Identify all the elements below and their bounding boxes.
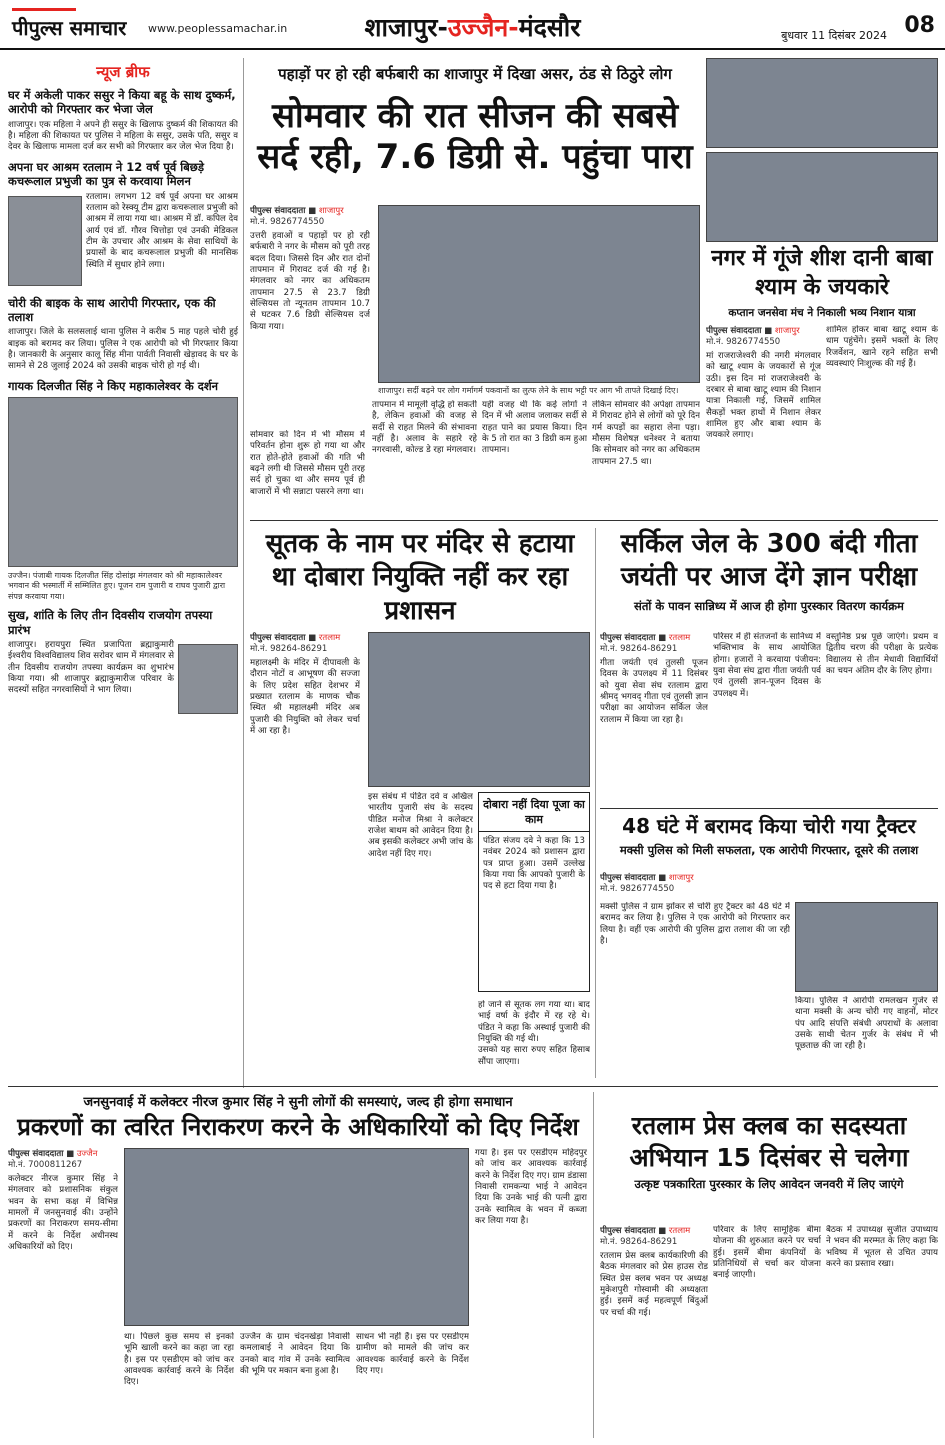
section-rule-3 [8, 1086, 938, 1087]
brief-2-photo [8, 196, 82, 286]
tractor-credit-name: पीपुल्स संवाददाता [600, 873, 656, 883]
masthead [0, 0, 945, 50]
jail-credit: पीपुल्स संवाददाता ■ रतलाम [600, 633, 691, 643]
press-credit-mobile: मो.नं. 98264-86291 [600, 1237, 678, 1247]
jail-credit-city: रतलाम [668, 633, 691, 643]
sutak-box [478, 792, 590, 992]
press-subhead: उत्कृष्ट पत्रकारिता पुरस्कार के लिए आवेदन जनवरी में लिए जाएंगे [634, 1177, 904, 1191]
press-body-a: रतलाम प्रेस क्लब कार्यकारिणी की बैठक मंगलवार को प्रेस हाउस रोड स्थित प्रेस क्लब भवन पर अध्यक्ष मुकेशपुरी गोस्वामी की अध्यक्षता हुई। इसमें कई महत्वपूर्ण बिंदुओं पर चर्चा की गई। [600, 1251, 708, 1318]
yatra-credit: पीपुल्स संवाददाता ■ शाजापुर [706, 326, 800, 336]
section-rule-2 [600, 808, 938, 809]
sutak-body-a: महालक्ष्मी के मंदिर में दीपावली के दौरान नोटों व आभूषण की सज्जा के लिए प्रदेश सहित देशभर में प्रख्यात रतलाम के माणक चौक स्थित श्री महालक्ष्मी मंदिर अब पुजारी की नियुक्ति को लेकर चर्चा में आ रहा है। [250, 658, 360, 737]
press-col-1 [600, 1225, 708, 1438]
jansunwai-body-e: साधन भी नहीं हैं। इस पर एसडीएम ग्रामीण को मामले की जांच कर आवश्यक कार्रवाई करने के निर्देश दिए गए। [356, 1332, 469, 1377]
jail-col-1 [600, 632, 708, 802]
lead-body-d: यही वजह थी कि कई लोगों ने दिन में भी अलाव जलाकर सर्दी से राहत पाने का प्रयास किया। दिन के 5 तो रात का 3 डिग्री कम हुआ तापमान। [482, 400, 587, 456]
brief-4-photo [8, 397, 238, 567]
tractor-header [600, 812, 938, 872]
yatra-credit-city: शाजापुर [774, 326, 800, 336]
yatra-col-1 [706, 325, 821, 515]
jansunwai-col-4 [356, 1332, 469, 1438]
jail-credit-mobile: मो.नं. 98264-86291 [600, 644, 678, 654]
tractor-credit-mobile: मो.नं. 9826774550 [600, 884, 675, 894]
yatra-headline: नगर में गूंजे शीश दानी बाबा श्याम के जयकारे [711, 246, 933, 300]
news-brief-column [8, 58, 238, 1088]
jansunwai-credit-city: उज्जैन [76, 1149, 98, 1159]
region-c: मंदसौर [518, 13, 581, 42]
column-rule-2 [595, 528, 596, 1078]
jail-col-3 [826, 632, 938, 802]
page-number: 08 [904, 13, 935, 38]
jail-body-c: वस्तुनिष्ठ प्रश्न पूछे जाएंगे। प्रथम व द्वितीय चरण की परीक्षा के प्रत्येक विद्यालय से तीन मेधावी विद्यार्थियों का चयन अंतिम दौर के लिए होगा। [826, 632, 938, 677]
brief-4-caption: उज्जैन। पंजाबी गायक दिलजीत सिंह दोसांझ मंगलवार को श्री महाकालेश्वर भगवान की भस्मार्ती में सम्मिलित हुए। पूजन राम पुजारी व राघव पुजारी द्वारा संपन्न करवाया गया। [8, 571, 226, 601]
yatra-subhead: कप्तान जनसेवा मंच ने निकाली भव्य निशान यात्रा [728, 307, 916, 319]
tractor-body-a: मक्सी पुलिस ने ग्राम झोंकर से चोरी हुए ट्रैक्टर को 48 घंटे में बरामद कर लिया है। पुलिस ने एक आरोपी को गिरफ्तार कर लिया है। वहीं एक आरोपी की पुलिस द्वारा तलाश की जा रही है। [600, 902, 790, 947]
lead-credit-name: पीपुल्स संवाददाता [250, 206, 306, 216]
press-credit: पीपुल्स संवाददाता ■ रतलाम [600, 1226, 691, 1236]
brief-3-body: शाजापुर। जिले के सलसलाई थाना पुलिस ने करीब 5 माह पहले चोरी हुई बाइक को बरामद कर लिया। पुलिस ने एक आरोपी को भी गिरफ्तार किया है। जानकारी के अनुसार कालू सिंह मीना पार्वती निवासी खेड़ावद के घर के सामने से 28 जुलाई 2024 को उसकी बाइक चोरी हो गई थी। [8, 327, 238, 372]
jansunwai-col-5 [475, 1148, 587, 1438]
brief-2-body: रतलाम। लगभग 12 वर्ष पूर्व अपना घर आश्रम रतलाम को रेस्क्यू टीम द्वारा कचरूलाल प्रभुजी को आश्रम में लाया गया था। आश्रम में डॉ. कपिल देव आर्य एवं डॉ. गौरव चित्तोड़ा एवं उनकी मेडिकल टीम के उपचार और आश्रम के सेवा साथियों के प्रयासों के बाद कचरूलाल प्रभुजी की मानसिक स्थिति में सुधार होने लगा। [86, 191, 238, 270]
jail-body-a: गीता जयंती एवं तुलसी पूजन दिवस के उपलक्ष्य में 11 दिसंबर को युवा सेवा संघ रतलाम द्वारा श्रीमद् भगवद् गीता एवं तुलसी ज्ञान परीक्षा का आयोजन सर्किल जेल रतलाम में किया जा रहा है। [600, 658, 708, 725]
sutak-box-body: पंडित संजय दवे ने कहा कि 13 नवंबर 2024 को प्रशासन द्वारा पत्र प्राप्त हुआ। उसमें उल्लेख किया गया कि आपको पुजारी के पद से हटा दिया गया है। [483, 836, 585, 892]
jansunwai-col-3 [240, 1332, 350, 1438]
sutak-credit: पीपुल्स संवाददाता ■ रतलाम [250, 633, 341, 643]
sutak-headline: सूतक के नाम पर मंदिर से हटाया था दोबारा नियुक्ति नहीं कर रहा प्रशासन [265, 529, 575, 626]
brief-5-body: शाजापुर। हरायपुरा स्थित प्रजापिता ब्रह्माकुमारी ईश्वरीय विश्वविद्यालय शिव सरोवर धाम में मंगलवार से तीन दिवसीय राजयोग तपस्या कार्यक्रम का शुभारंभ किया गया। श्री शाजापुर ब्रह्माकुमारीज परिवार के सदस्यों सहित नगरवासियों ने भाग लिया। [8, 639, 174, 696]
jansunwai-credit: पीपुल्स संवाददाता ■ उज्जैन [8, 1149, 98, 1159]
brief-1-headline: घर में अकेली पाकर ससुर ने किया बहू के साथ दुष्कर्म, आरोपी को गिरफ्तार कर भेजा जेल [8, 88, 236, 117]
press-col-2 [713, 1225, 821, 1438]
sutak-header [250, 528, 590, 628]
press-col-3 [826, 1225, 938, 1438]
lead-headline: सोमवार की रात सीजन की सबसे सर्द रही, 7.6 डिग्री से. पहुंचा पारा [257, 96, 693, 178]
lead-credit-mobile: मो.नं. 9826774550 [250, 217, 325, 227]
jail-headline: सर्किल जेल के 300 बंदी गीता जयंती पर आज देंगे ज्ञान परीक्षा [620, 529, 918, 593]
jansunwai-photo [124, 1148, 469, 1326]
brief-5-headline: सुख, शांति के लिए तीन दिवसीय राजयोग तपस्या प्रारंभ [8, 608, 213, 637]
jansunwai-kicker: जनसुनवाई में कलेक्टर नीरज कुमार सिंह ने सुनी लोगों की समस्याएं, जल्द ही होगा समाधान [83, 1095, 513, 1110]
jansunwai-col-1 [8, 1148, 118, 1438]
jail-credit-name: पीपुल्स संवाददाता [600, 633, 656, 643]
dateline: बुधवार 11 दिसंबर 2024 [781, 29, 887, 42]
lead-body-a: उत्तरी हवाओं व पहाड़ों पर हो रही बर्फबारी ने नगर के मौसम को पूरी तरह बदल दिया। जिससे दिन और रात दोनों तापमान में गिरावट दर्ज की गई है। मंगलवार को नगर का अधिकतम तापमान 27.5 से 23.7 डिग्री सेल्सियस तो न्यूनतम तापमान 10.7 से घटकर 7.6 डिग्री सेल्सियस दर्ज किया गया। [250, 231, 370, 332]
sutak-credit-mobile: मो.नं. 98264-86291 [250, 644, 328, 654]
press-body-c: बैठक में उपाध्यक्ष सुजीत उपाध्याय ने भवन की मरम्मत के लिए कहा कि भविष्य में भूतल से उचित उपाय करने का प्रस्ताव रखा। [826, 1225, 938, 1270]
sutak-body-c: हो जाने से सूतक लग गया था। बाद भाई वर्षा के इंदौर में रह रहे थे। पंडित ने कहा कि अस्थाई पुजारी की नियुक्ति की गई थी। [478, 1000, 590, 1045]
lead-credit-city: शाजापुर [318, 206, 344, 216]
jansunwai-credit-name: पीपुल्स संवाददाता [8, 1149, 64, 1159]
sutak-col-1 [250, 632, 360, 1072]
lead-kicker: पहाड़ों पर हो रही बर्फबारी का शाजापुर में दिखा असर, ठंड से ठिठुरे लोग [278, 65, 672, 83]
jansunwai-col-2 [124, 1332, 234, 1438]
press-header [600, 1110, 938, 1220]
brief-2-headline: अपना घर आश्रम रतलाम ने 12 वर्ष पूर्व बिछड़े कचरूलाल प्रभुजी का पुत्र से करवाया मिलन [8, 159, 205, 189]
tractor-body-b: किया। पुलिस ने आरोपी रामलखन गुर्जर से थाना मक्सी के अन्य चोरी गए वाहनों, मोटर पंप आदि संपत्ति संबंधी अपराधों के अलावा उसके साथी चेतन गुर्जर के संबंध में भी पूछताछ की जा रही है। [795, 996, 938, 1052]
jansunwai-body-c: था। पिछले कुछ समय से इनको भूमि खाली करने का कहा जा रहा है। इस पर एसडीएम को जांच कर आवश्यक कार्रवाई करने के निर्देश दिए। [124, 1332, 234, 1388]
sutak-body-d: उसको यह सारा रुपए सहित हिसाब सौंपा जाएगा। [478, 1045, 590, 1067]
jansunwai-headline: प्रकरणों का त्वरित निराकरण करने के अधिकारियों को दिए निर्देश [17, 1113, 579, 1141]
yatra-photo-1 [706, 58, 938, 148]
news-brief-tag: न्यूज ब्रीफ [96, 63, 150, 81]
column-rule-3 [593, 1092, 594, 1438]
sutak-col-3 [478, 1000, 590, 1070]
tractor-col-1 [600, 902, 790, 1072]
lead-col-5 [592, 400, 700, 510]
tractor-credit-city: शाजापुर [668, 873, 694, 883]
sutak-col-2 [368, 792, 473, 1072]
sutak-credit-name: पीपुल्स संवाददाता [250, 633, 306, 643]
jansunwai-body-a: कलेक्टर नीरज कुमार सिंह ने मंगलवार को प्रशासनिक संकुल भवन के सभा कक्ष में विभिन्न मामलों में जनसुनवाई की। उन्होंने प्रकरणों का निराकरण समय-सीमा में करने के निर्देश अधीनस्थ अधिकारियों को दिए। [8, 1174, 118, 1253]
lead-col-4 [482, 400, 587, 510]
jansunwai-body-b: गया है। इस पर एसडीएम महिदपुर को जांच कर आवश्यक कार्रवाई करने के निर्देश दिए गए। ग्राम डंडासा निवासी रामकन्या भाई ने आवेदन दिया कि उनके भाई की पत्नी द्वारा उनके स्वामित्व के भवन में कब्जा कर लिया गया है। [475, 1148, 587, 1227]
logo: पीपुल्स समाचार [12, 16, 127, 40]
jail-header [600, 528, 938, 628]
section-rule-1 [250, 520, 938, 521]
tractor-photo [795, 902, 938, 992]
brief-4-headline: गायक दिलजीत सिंह ने किए महाकालेश्वर के दर्शन [8, 378, 219, 393]
lead-body-c: तापमान में मामूली वृद्धि हो सकती है, लेकिन हवाओं की वजह से सर्दी से राहत मिलने की संभावना नहीं है। अलाव के सहारे रहे नगरवासी, कोल्ड डे रहा मंगलवार। [372, 400, 477, 456]
brief-3-headline: चोरी की बाइक के साथ आरोपी गिरफ्तार, एक की तलाश [8, 295, 216, 324]
sutak-photo [368, 632, 590, 787]
sutak-body-b: इस संबंध में पंडित दवे व अखिल भारतीय पुजारी संघ के सदस्य पीडित मनोज मिश्रा ने कलेक्टर राजेश बाथम को आवेदन दिया है। अब इसकी कलेक्टर अभी जांच के आदेश नहीं दिए गए। [368, 792, 473, 859]
sutak-box-title: दोबारा नहीं दिया पूजा का काम [479, 793, 589, 832]
yatra-credit-name: पीपुल्स संवाददाता [706, 326, 762, 336]
tractor-credit: पीपुल्स संवाददाता ■ शाजापुर [600, 873, 694, 883]
region-b: उज्जैन- [447, 13, 519, 42]
sutak-credit-city: रतलाम [318, 633, 341, 643]
lead-body-e: लेकिन सोमवार की अपेक्षा तापमान में गिरावट होने से लोगों को पूरे दिन गर्म कपड़ों का सहारा लेना पड़ा। मौसम विशेषज्ञ धनेश्वर ने बताया कि सोमवार को नगर का अधिकतम तापमान 27.5 था। [592, 400, 700, 467]
site-url[interactable]: www.peoplessamachar.in [148, 22, 288, 35]
tractor-subhead: मक्सी पुलिस को मिली सफलता, एक आरोपी गिरफ्तार, दूसरे की तलाश [619, 843, 919, 857]
lead-col-3 [372, 400, 477, 510]
region-a: शाजापुर- [364, 13, 448, 42]
yatra-body-2: शामिल होकर बाबा खाटू श्याम के धाम पहुंचेंगे। इसमें भक्तों के लिए रिजर्वेशन, खाने रहने सहित सभी व्यवस्थाएं निःशुल्क की गई हैं। [826, 325, 938, 370]
tractor-headline: 48 घंटे में बरामद किया चोरी गया ट्रैक्टर [622, 814, 916, 838]
jail-col-2 [713, 632, 821, 802]
press-credit-name: पीपुल्स संवाददाता [600, 1226, 656, 1236]
lead-body-b: सोमवार को दिन में भी मौसम में परिवर्तन होना शुरू हो गया था और रात होते-होते हवाओं की गति भी बढ़ने लगी थी जिससे मौसम पूरी तरह सर्द हो चुका था और समय पूर्व ही बाजारों में भी सन्नाटा पसरने लगा था। [250, 430, 365, 497]
yatra-body: मां राजराजेश्वरी की नगरी मंगलवार को खाटू श्याम के जयकारों से गूंज उठी। इस दिन मां राजराजेश्वरी के दरबार से बाबा खाटू श्याम की निशान यात्रा निकाली गई, जिसमें शामिल सैकड़ों भक्त हाथों में निशान लेकर शामिल हुए और बाबा श्याम के जयकारे लगाए। [706, 351, 821, 441]
press-headline: रतलाम प्रेस क्लब का सदस्यता अभियान 15 दिसंबर से चलेगा [629, 1111, 909, 1172]
yatra-photo-2 [706, 152, 938, 242]
jail-body-b: परिसर में ही संतजनों के सानिध्य में भक्तिभाव के साथ आयोजित होगा। हजारों ने करवाया पंजीयन: युवा सेवा संघ द्वारा गीता जयंती पर्व एवं तुलसी ज्ञान-पूजन दिवस के उपलक्ष्य में। [713, 632, 821, 699]
jansunwai-body-d: उज्जैन के ग्राम चंदनखेड़ा निवासी कमलाबाई ने आवेदन दिया कि उनको बाद गांव में उनके स्वामित्व की भूमि पर मकान बना हुआ है। [240, 1332, 350, 1377]
press-credit-city: रतलाम [668, 1226, 691, 1236]
lead-credit: पीपुल्स संवाददाता ■ शाजापुर [250, 206, 344, 216]
lead-photo [378, 205, 700, 383]
tractor-col-2 [795, 996, 938, 1076]
yatra-col-2 [826, 325, 938, 515]
lead-col-2 [250, 430, 365, 510]
jail-subhead: संतों के पावन सान्निध्य में आज ही होगा पुरस्कार वितरण कार्यक्रम [634, 598, 904, 613]
tractor-credit-block [600, 872, 938, 902]
press-body-b: परिवार के लिए सामूहिक बीमा योजना की शुरुआत करने पर चर्चा हुई। इसमें बीमा कंपनियों के प्रतिनिधियों से चर्चा कर योजना बनाई जाएगी। [713, 1225, 821, 1281]
brief-5-photo [178, 644, 238, 714]
yatra-credit-mobile: मो.नं. 9826774550 [706, 337, 781, 347]
column-rule [243, 58, 244, 1088]
brief-1-body: शाजापुर। एक महिला ने अपने ही ससुर के खिलाफ दुष्कर्म की शिकायत की है। महिला की शिकायत पर पुलिस ने महिला के ससुर, उसके पति, ससुर व देवर के खिलाफ मामला दर्ज कर सभी को गिरफ्तार कर जेल भेज दिया है। [8, 119, 238, 153]
jansunwai-credit-mobile: मो.नं. 7000811267 [8, 1160, 83, 1170]
lead-photo-caption: शाजापुर। सर्दी बढ़ने पर लोग गर्मागर्म पकवानों का लुत्फ लेने के साथ भट्टी पर आग भी तापते दिखाई दिए। [378, 386, 679, 395]
